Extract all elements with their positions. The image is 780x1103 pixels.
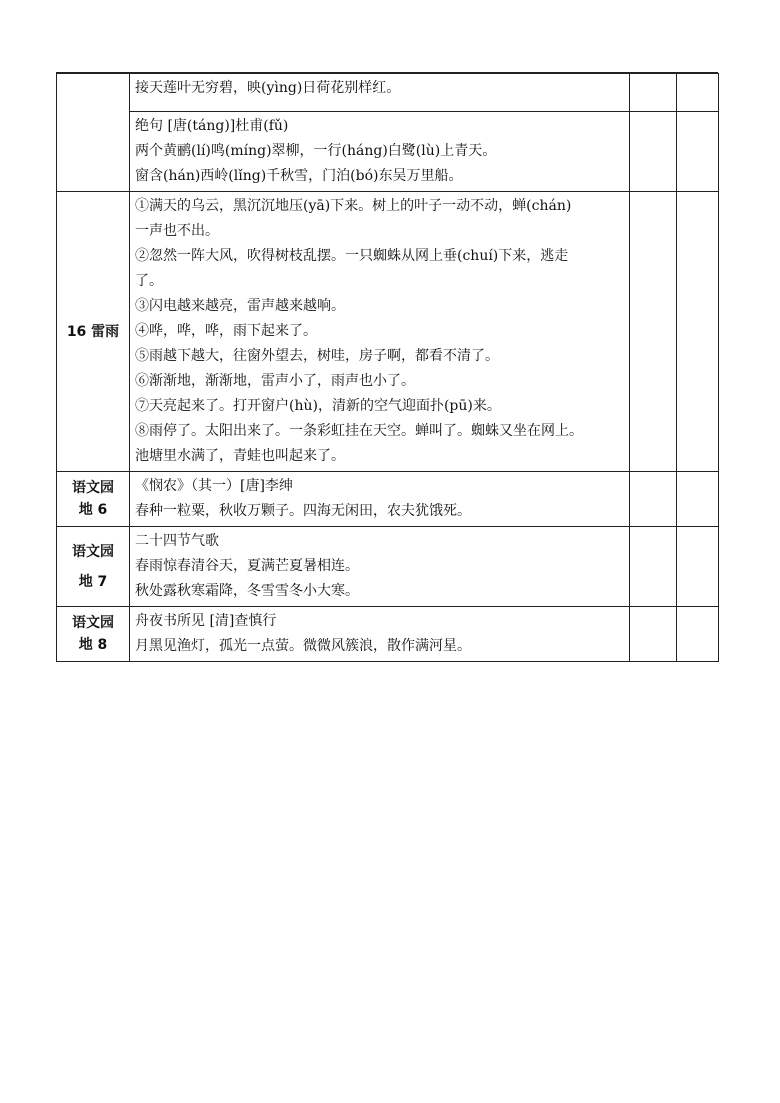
text-line: ④哗，哗，哗，雨下起来了。 bbox=[135, 323, 317, 339]
check-cell bbox=[630, 472, 677, 527]
check-cell bbox=[677, 192, 719, 472]
check-cell bbox=[630, 607, 677, 662]
text-line: ⑧雨停了。太阳出来了。一条彩虹挂在天空。蝉叫了。蜘蛛又坐在网上。 bbox=[135, 423, 583, 439]
text-line: 月黑见渔灯，孤光一点萤。微微风簇浪，散作满河星。 bbox=[135, 638, 471, 654]
unit-label: 地 6 bbox=[78, 502, 108, 518]
text-line: ⑤雨越下越大，往窗外望去，树哇，房子啊，都看不清了。 bbox=[135, 348, 499, 364]
text-line: ①满天的乌云，黑沉沉地压(yā)下来。树上的叶子一动不动，蝉(chán) bbox=[135, 198, 572, 214]
text-line: ⑥渐渐地，渐渐地，雷声小了，雨声也小了。 bbox=[135, 373, 415, 389]
unit-cell bbox=[57, 607, 130, 662]
unit-cell bbox=[57, 472, 130, 527]
check-cell bbox=[677, 607, 719, 662]
text-line: 了。 bbox=[135, 273, 163, 289]
content-cell bbox=[130, 607, 630, 662]
text-line: 两个黄鹂(lí)鸣(míng)翠柳，一行(háng)白鹭(lù)上青天。 bbox=[135, 143, 497, 159]
text-line: ③闪电越来越亮，雷声越来越响。 bbox=[135, 298, 345, 314]
text-line: 春雨惊春清谷天，夏满芒夏暑相连。 bbox=[135, 558, 359, 574]
content-cell bbox=[130, 112, 630, 192]
content-cell bbox=[130, 527, 630, 607]
table-row bbox=[57, 527, 719, 607]
check-cell bbox=[677, 527, 719, 607]
recitation-table bbox=[56, 73, 719, 662]
check-cell bbox=[677, 74, 719, 112]
unit-label: 语文园 bbox=[72, 480, 114, 496]
unit-label: 地 8 bbox=[78, 637, 108, 653]
check-cell bbox=[677, 472, 719, 527]
check-cell bbox=[630, 74, 677, 112]
text-line: 一声也不出。 bbox=[135, 223, 219, 239]
unit-cell-empty bbox=[57, 74, 130, 192]
text-line: 窗含(hán)西岭(lǐng)千秋雪，门泊(bó)东吴万里船。 bbox=[135, 168, 463, 184]
unit-cell bbox=[57, 192, 130, 472]
check-cell bbox=[677, 112, 719, 192]
text-line: 池塘里水满了，青蛙也叫起来了。 bbox=[135, 448, 345, 464]
text-line: 舟夜书所见 [清]查慎行 bbox=[135, 613, 277, 629]
check-cell bbox=[630, 527, 677, 607]
table-row bbox=[57, 192, 719, 472]
table-row bbox=[57, 74, 719, 112]
table-row bbox=[57, 607, 719, 662]
text-line: ⑦天亮起来了。打开窗户(hù)，清新的空气迎面扑(pū)来。 bbox=[135, 398, 501, 414]
text-line: 秋处露秋寒霜降，冬雪雪冬小大寒。 bbox=[135, 583, 359, 599]
content-cell bbox=[130, 472, 630, 527]
text-line: 《悯农》（其一）[唐]李绅 bbox=[135, 478, 293, 494]
check-cell bbox=[630, 192, 677, 472]
text-line: 二十四节气歌 bbox=[135, 533, 219, 549]
content-cell bbox=[130, 74, 630, 112]
table-row bbox=[57, 472, 719, 527]
unit-label: 地 7 bbox=[78, 573, 108, 590]
text-line: 春种一粒粟，秋收万颗子。四海无闲田，农夫犹饿死。 bbox=[135, 503, 471, 519]
table-row bbox=[57, 112, 719, 192]
text-line: ②忽然一阵大风，吹得树枝乱摆。一只蜘蛛从网上垂(chuí)下来，逃走 bbox=[135, 248, 569, 264]
text-line: 绝句 [唐(táng)]杜甫(fǔ) bbox=[135, 118, 289, 134]
content-cell bbox=[130, 192, 630, 472]
unit-cell bbox=[57, 527, 130, 607]
unit-label: 16 雷雨 bbox=[66, 323, 120, 340]
text-line: 接天莲叶无穷碧，映(yìng)日荷花别样红。 bbox=[135, 80, 401, 96]
unit-label: 语文园 bbox=[72, 543, 114, 560]
unit-label: 语文园 bbox=[72, 615, 114, 631]
check-cell bbox=[630, 112, 677, 192]
